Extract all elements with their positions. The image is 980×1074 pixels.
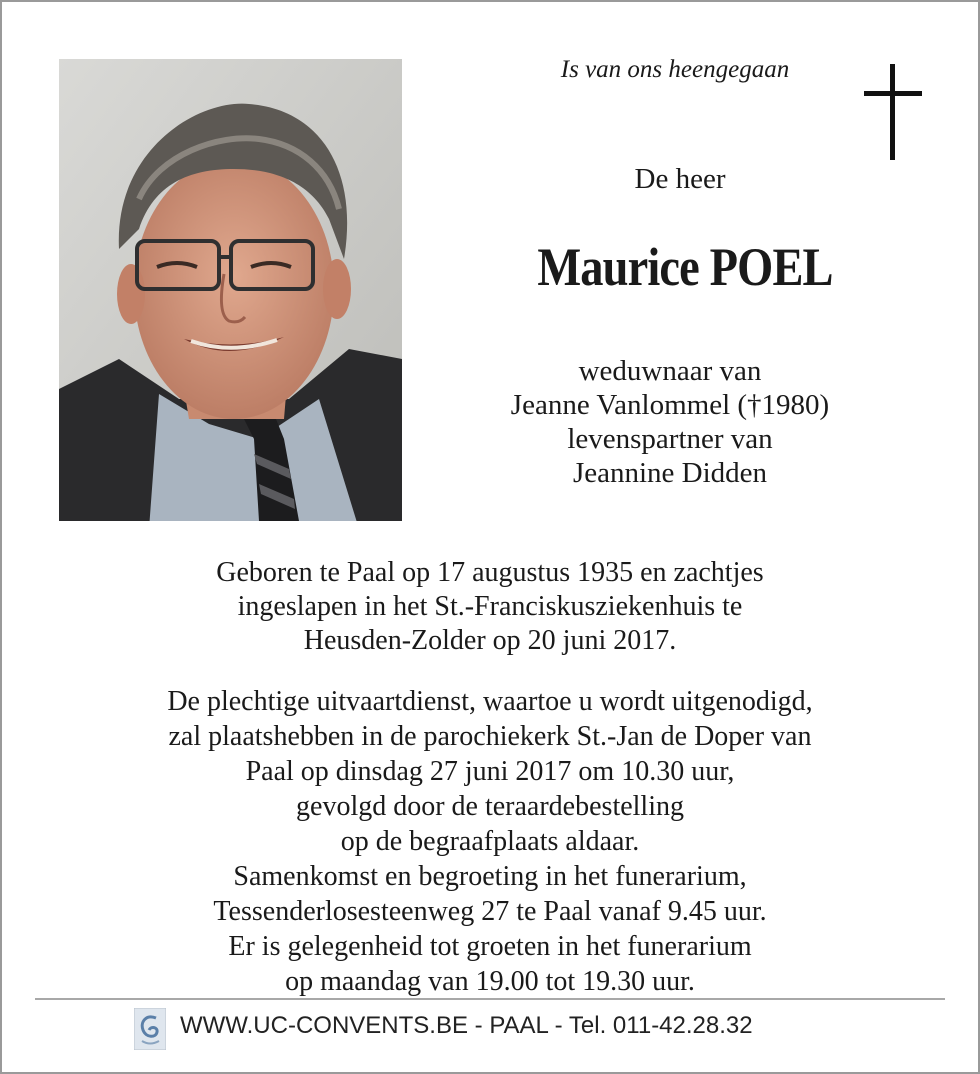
birth-line: ingeslapen in het St.-Franciskusziekenhuis te xyxy=(237,591,743,622)
funeral-line: gevolgd door de teraardebestelling xyxy=(296,791,684,822)
funeral-line: Paal op dinsdag 27 juni 2017 om 10.30 uur, xyxy=(245,756,735,787)
deceased-name: Maurice POEL xyxy=(537,237,833,297)
birth-line: Heusden-Zolder op 20 juni 2017. xyxy=(303,625,677,656)
funeral-line: zal plaatshebben in de parochiekerk St.-Jan de Doper van xyxy=(168,721,812,752)
funeral-line: op de begraafplaats aldaar. xyxy=(340,826,640,857)
intro-text: Is van ons heengegaan xyxy=(560,56,790,83)
birth-block xyxy=(40,556,940,658)
funeral-line: Samenkomst en begroeting in het funerarium, xyxy=(233,861,747,892)
portrait-photo xyxy=(59,59,402,521)
funeral-line: Er is gelegenheid tot groeten in het funerarium xyxy=(228,931,752,962)
relations-block xyxy=(420,354,920,490)
relation-line: Jeanne Vanlommel (†1980) xyxy=(510,389,830,421)
relation-line: weduwnaar van xyxy=(578,355,762,387)
relation-line: levenspartner van xyxy=(567,423,773,455)
relation-line: Jeannine Didden xyxy=(572,457,768,489)
footer-contact: WWW.UC-CONVENTS.BE - PAAL - Tel. 011-42.28.32 xyxy=(180,1012,753,1039)
funeral-block xyxy=(40,684,940,999)
uc-logo-icon xyxy=(134,1008,166,1050)
funeral-line: Tessenderlosesteenweg 27 te Paal vanaf 9.45 uur. xyxy=(213,896,767,927)
cross-icon xyxy=(864,64,922,160)
footer-divider xyxy=(35,998,945,1000)
funeral-line: op maandag van 19.00 tot 19.30 uur. xyxy=(285,966,695,997)
honorific-title: De heer xyxy=(634,163,726,195)
funeral-line: De plechtige uitvaartdienst, waartoe u wordt uitgenodigd, xyxy=(167,686,813,717)
birth-line: Geboren te Paal op 17 augustus 1935 en zachtjes xyxy=(216,557,764,588)
